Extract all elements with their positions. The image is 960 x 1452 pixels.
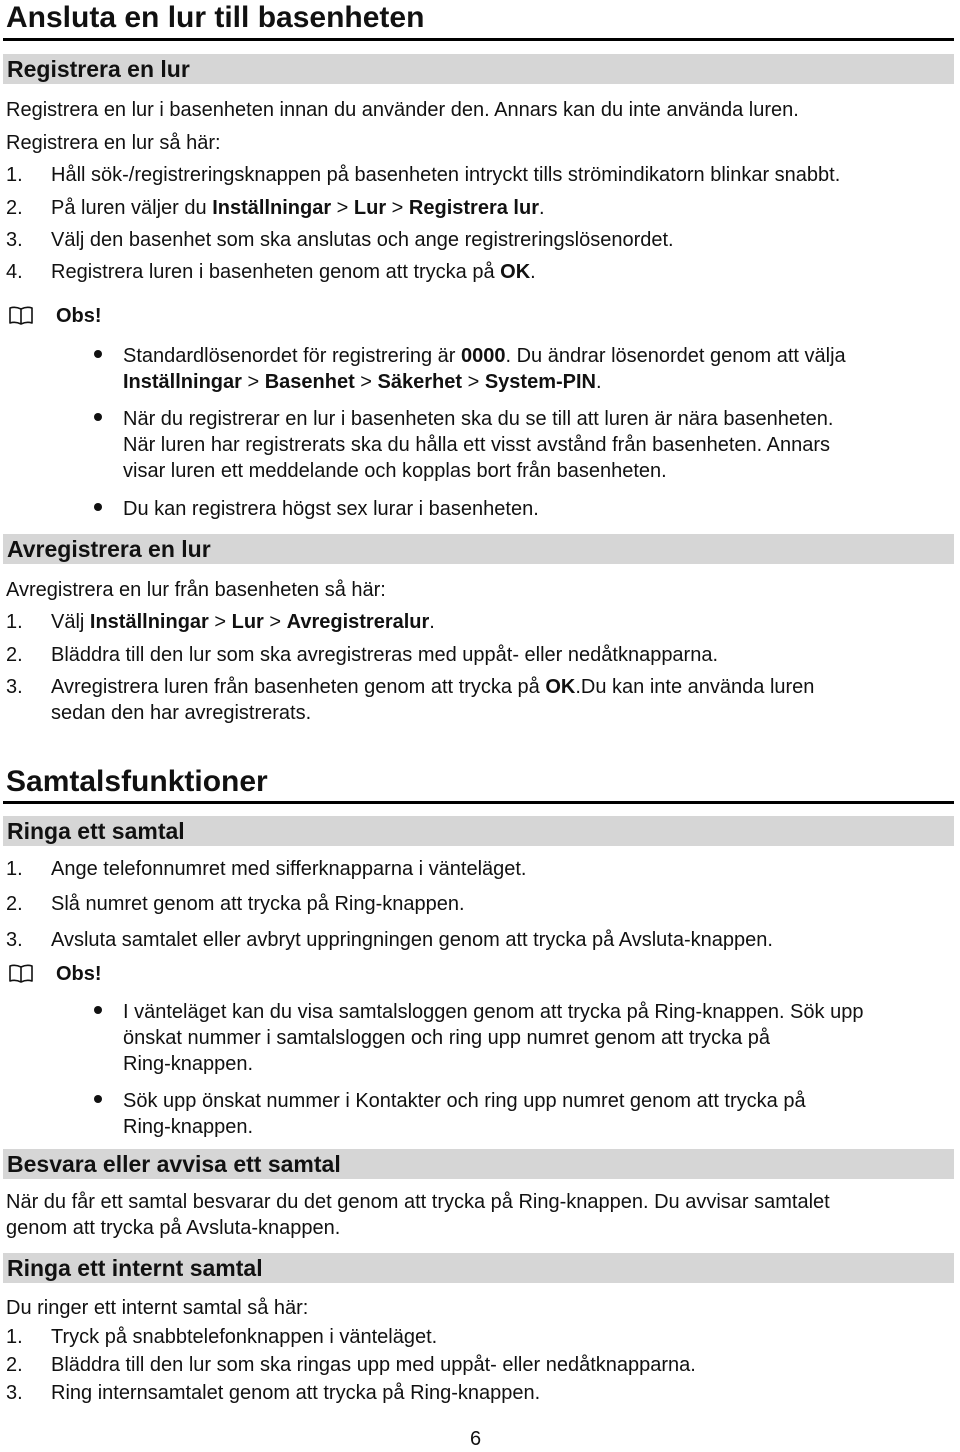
register-intro: Registrera en lur i basenheten innan du använder den. Annars kan du inte använda luren. bbox=[6, 99, 799, 121]
step-number: 1. bbox=[6, 858, 23, 880]
note-bullet-text: visar luren ett meddelande och kopplas bort från basenheten. bbox=[123, 460, 667, 482]
step-number: 3. bbox=[6, 676, 23, 698]
register-lead: Registrera en lur så här: bbox=[6, 132, 221, 154]
note-bullet-text: När luren har registrerats ska du hålla ett visst avstånd från basenheten. Annars bbox=[123, 434, 831, 456]
subheading-unregister: Avregistrera en lur bbox=[7, 536, 211, 562]
page-number: 6 bbox=[470, 1428, 482, 1450]
note-bullet-text: Du kan registrera högst sex lurar i basenheten. bbox=[123, 498, 539, 520]
bullet-dot bbox=[94, 1095, 102, 1103]
note-label: Obs! bbox=[56, 963, 102, 985]
internal-lead: Du ringer ett internt samtal så här: bbox=[6, 1297, 309, 1319]
step-text: Bläddra till den lur som ska ringas upp med uppåt- eller nedåtknapparna. bbox=[51, 1354, 696, 1376]
book-icon bbox=[8, 306, 34, 326]
step-text: Bläddra till den lur som ska avregistreras med uppåt- eller nedåtknapparna. bbox=[51, 644, 719, 666]
section-rule bbox=[3, 38, 954, 41]
step-text: Avregistrera luren från basenheten genom att trycka på OK.Du kan inte använda luren bbox=[51, 676, 815, 698]
subheading-make-call: Ringa ett samtal bbox=[7, 818, 185, 844]
step-number: 4. bbox=[6, 261, 23, 283]
section-title-calls: Samtalsfunktioner bbox=[6, 765, 268, 798]
subheading-answer: Besvara eller avvisa ett samtal bbox=[7, 1151, 341, 1177]
unregister-lead: Avregistrera en lur från basenheten så här: bbox=[6, 579, 386, 601]
note-bullet-text: Standardlösenordet för registrering är 0000. Du ändrar lösenordet genom att välja bbox=[123, 345, 846, 367]
note-bullet-text: Ring-knappen. bbox=[123, 1116, 254, 1138]
step-number: 1. bbox=[6, 1326, 23, 1348]
step-text: Ange telefonnumret med sifferknapparna i vänteläget. bbox=[51, 858, 527, 880]
note-label: Obs! bbox=[56, 305, 102, 327]
note-bullet-text: Inställningar > Basenhet > Säkerhet > System-PIN. bbox=[123, 371, 602, 393]
note-bullet-text: När du registrerar en lur i basenheten ska du se till att luren är nära basenheten. bbox=[123, 408, 834, 430]
step-text: sedan den har avregistrerats. bbox=[51, 702, 312, 724]
note-bullet-text: I vänteläget kan du visa samtalsloggen genom att trycka på Ring-knappen. Sök upp bbox=[123, 1001, 864, 1023]
step-number: 2. bbox=[6, 1354, 23, 1376]
bullet-dot bbox=[94, 413, 102, 421]
step-text: Välj den basenhet som ska anslutas och ange registreringslösenordet. bbox=[51, 229, 674, 251]
section-rule bbox=[3, 801, 954, 804]
answer-text: När du får ett samtal besvarar du det genom att trycka på Ring-knappen. Du avvisar samtalet bbox=[6, 1191, 830, 1213]
step-text: Tryck på snabbtelefonknappen i vänteläget. bbox=[51, 1326, 438, 1348]
bullet-dot bbox=[94, 1006, 102, 1014]
book-icon bbox=[8, 964, 34, 984]
step-number: 3. bbox=[6, 1382, 23, 1404]
step-number: 3. bbox=[6, 229, 23, 251]
step-number: 2. bbox=[6, 893, 23, 915]
step-text: Slå numret genom att trycka på Ring-knappen. bbox=[51, 893, 465, 915]
step-text: Ring internsamtalet genom att trycka på Ring-knappen. bbox=[51, 1382, 541, 1404]
step-text: På luren väljer du Inställningar > Lur > Registrera lur. bbox=[51, 197, 545, 219]
section-title-connect: Ansluta en lur till basenheten bbox=[6, 1, 425, 34]
note-bullet-text: önskat nummer i samtalsloggen och ring upp numret genom att trycka på bbox=[123, 1027, 770, 1049]
step-text: Registrera luren i basenheten genom att trycka på OK. bbox=[51, 261, 536, 283]
step-number: 1. bbox=[6, 611, 23, 633]
step-number: 2. bbox=[6, 197, 23, 219]
step-text: Välj Inställningar > Lur > Avregistreralur. bbox=[51, 611, 435, 633]
step-number: 3. bbox=[6, 929, 23, 951]
answer-text: genom att trycka på Avsluta-knappen. bbox=[6, 1217, 341, 1239]
bullet-dot bbox=[94, 350, 102, 358]
subheading-internal: Ringa ett internt samtal bbox=[7, 1255, 263, 1281]
step-number: 2. bbox=[6, 644, 23, 666]
note-bullet-text: Sök upp önskat nummer i Kontakter och ring upp numret genom att trycka på bbox=[123, 1090, 806, 1112]
subheading-register: Registrera en lur bbox=[7, 56, 190, 82]
step-text: Håll sök-/registreringsknappen på basenheten intryckt tills strömindikatorn blinkar snabbt. bbox=[51, 164, 841, 186]
step-text: Avsluta samtalet eller avbryt uppringningen genom att trycka på Avsluta-knappen. bbox=[51, 929, 773, 951]
bullet-dot bbox=[94, 503, 102, 511]
note-bullet-text: Ring-knappen. bbox=[123, 1053, 254, 1075]
step-number: 1. bbox=[6, 164, 23, 186]
